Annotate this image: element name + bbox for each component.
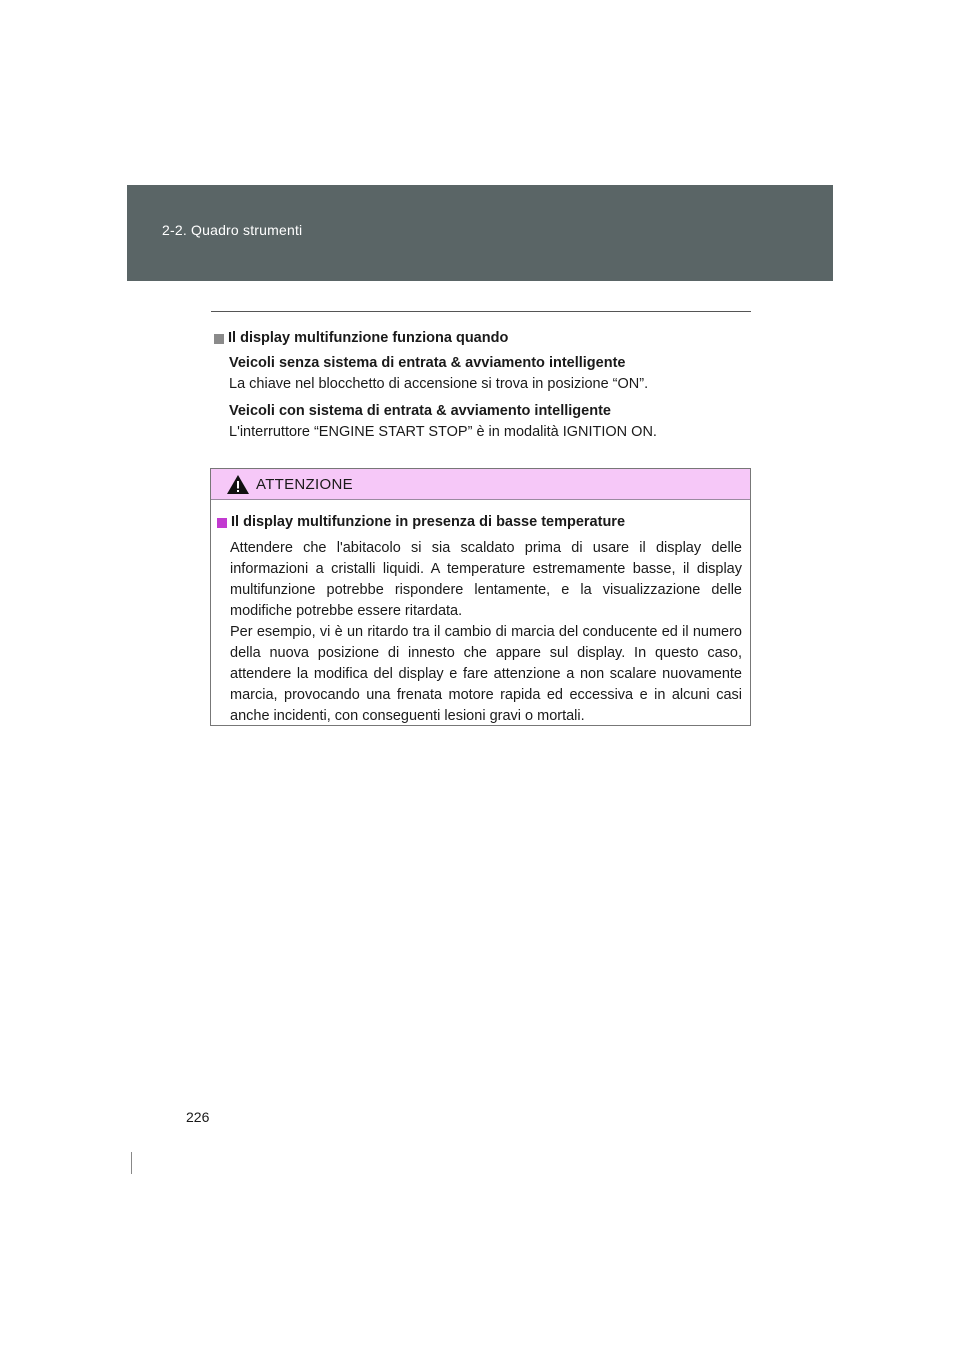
warning-body [211, 500, 750, 727]
info-subhead: Veicoli senza sistema di entrata & avviamento intelligente [229, 355, 626, 371]
info-text: L'interruttore “ENGINE START STOP” è in modalità IGNITION ON. [229, 424, 657, 440]
page-number: 226 [186, 1109, 210, 1125]
warning-heading [217, 512, 742, 533]
warning-paragraph: Per esempio, vi è un ritardo tra il cambio di marcia del conducente ed il numero della nuova posizione di innesto che appare sul display. In questo caso, attendere la modifica del display e fare attenzione a non scalare nuovamente marcia, provocando una frenata motore rapida ed eccessiva e in alcuni casi anche incidenti, con conseguenti lesioni gravi o mortali. [230, 624, 742, 724]
warning-header [211, 469, 750, 500]
info-text: La chiave nel blocchetto di accensione si trova in posizione “ON”. [229, 376, 649, 392]
warning-paragraph: Attendere che l'abitacolo si sia scaldato prima di usare il display delle informazioni a cristalli liquidi. A temperature estremamente basse, il display multifunzione potrebbe rispondere lentamente, e la visualizzazione delle modifiche potrebbe essere ritardata. [230, 540, 742, 619]
square-bullet-icon [214, 334, 224, 344]
section-divider [211, 311, 751, 312]
info-heading [214, 328, 754, 349]
warning-text [217, 538, 742, 727]
section-header-band [127, 185, 833, 281]
info-subhead: Veicoli con sistema di entrata & avviamento intelligente [229, 403, 611, 419]
square-bullet-icon [217, 518, 227, 528]
info-block-with-smart-key [214, 401, 754, 443]
warning-title: ATTENZIONE [256, 475, 353, 493]
section-title: 2-2. Quadro strumenti [162, 222, 303, 238]
warning-box [210, 468, 751, 726]
margin-mark [131, 1152, 132, 1174]
warning-heading-text: Il display multifunzione in presenza di basse temperature [231, 514, 626, 530]
info-section [214, 328, 754, 449]
warning-triangle-icon [226, 474, 250, 495]
info-heading-text: Il display multifunzione funziona quando [228, 330, 509, 346]
info-block-without-smart-key [214, 353, 754, 395]
